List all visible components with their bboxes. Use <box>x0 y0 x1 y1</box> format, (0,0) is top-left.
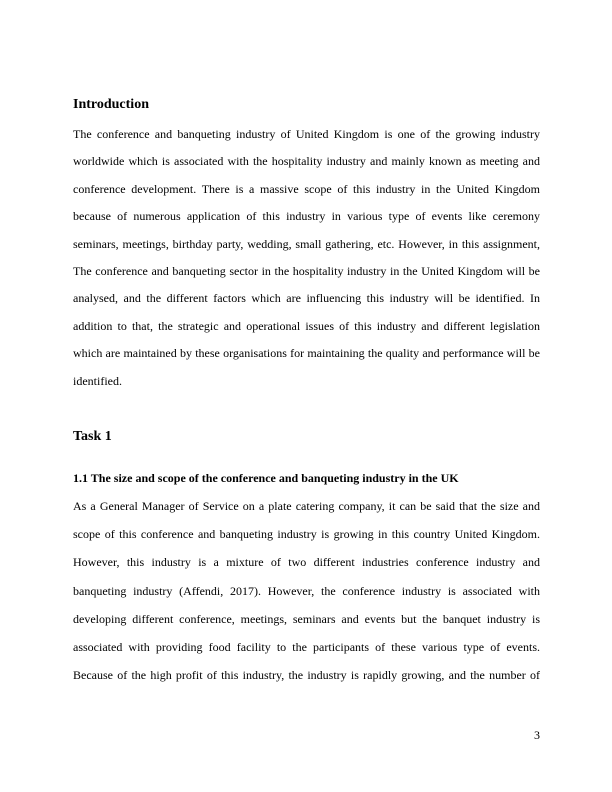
paragraph-line: scope of this conference and banqueting industry is growing in this country United Kingdom. <box>73 527 540 542</box>
paragraph-line: identified. <box>73 373 122 388</box>
paragraph-line: associated with providing food facility to the participants of these various type of events. <box>73 639 540 654</box>
paragraph-line: which are maintained by these organisations for maintaining the quality and performance will be <box>73 346 540 361</box>
task-heading: Task 1 <box>73 429 112 444</box>
paragraph-line: Because of the high profit of this industry, the industry is rapidly growing, and the number of <box>73 668 540 683</box>
paragraph-line: analysed, and the different factors which are influencing this industry will be identified. In <box>73 291 540 306</box>
section-paragraph <box>73 498 540 695</box>
paragraph-line: conference development. There is a massive scope of this industry in the United Kingdom <box>73 181 540 196</box>
page-number: 3 <box>534 728 540 742</box>
paragraph-line: banqueting industry (Affendi, 2017). However, the conference industry is associated with <box>73 583 540 598</box>
section-heading: 1.1 The size and scope of the conference and banqueting industry in the UK <box>73 471 459 485</box>
paragraph-line: The conference and banqueting sector in the hospitality industry in the United Kingdom will be <box>73 263 540 278</box>
paragraph-line: worldwide which is associated with the hospitality industry and mainly known as meeting and <box>73 154 540 169</box>
paragraph-line: As a General Manager of Service on a plate catering company, it can be said that the size and <box>73 499 540 513</box>
paragraph-line: because of numerous application of this industry in various type of events like ceremony <box>73 209 540 224</box>
introduction-paragraph <box>73 126 540 400</box>
introduction-heading: Introduction <box>73 97 149 112</box>
paragraph-line: seminars, meetings, birthday party, wedding, small gathering, etc. However, in this assignment, <box>73 236 540 251</box>
paragraph-line: However, this industry is a mixture of two different industries conference industry and <box>73 555 540 570</box>
paragraph-line: addition to that, the strategic and operational issues of this industry and different legislation <box>73 318 540 333</box>
paragraph-line: The conference and banqueting industry of United Kingdom is one of the growing industry <box>73 127 540 141</box>
paragraph-line: developing different conference, meetings, seminars and events but the banquet industry is <box>73 611 540 626</box>
